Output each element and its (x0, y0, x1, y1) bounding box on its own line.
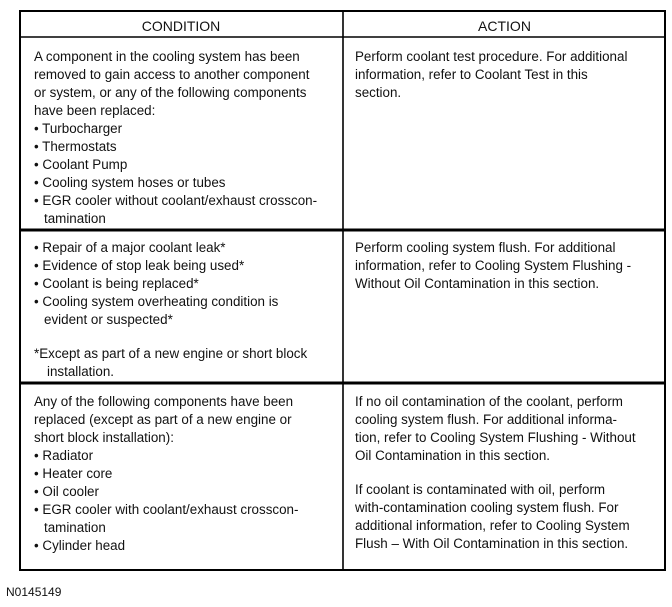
action-line: tion, refer to Cooling System Flushing - Without (355, 430, 636, 445)
list-item-line: • EGR cooler with coolant/exhaust crosscon- (34, 502, 299, 517)
list-item: • Cooling system hoses or tubes (34, 175, 226, 190)
condition-intro-line: short block installation): (34, 430, 174, 445)
condition-intro-line: A component in the cooling system has been (34, 49, 300, 64)
header-condition: CONDITION (141, 18, 221, 34)
list-item: • Evidence of stop leak being used* (34, 258, 245, 273)
list-item-line: • Cooling system overheating condition is (34, 294, 279, 309)
list-item: • Coolant is being replaced* (34, 276, 199, 291)
condition-intro-line: removed to gain access to another component (34, 67, 310, 82)
action-line: additional information, refer to Cooling System (355, 518, 630, 533)
condition-intro-line: have been replaced: (34, 103, 156, 118)
action-line: If coolant is contaminated with oil, perform (355, 482, 606, 497)
condition-intro-line: replaced (except as part of a new engine or (34, 412, 292, 427)
document-id: N0145149 (6, 585, 62, 599)
list-item-line: • EGR cooler without coolant/exhaust crosscon- (34, 193, 318, 208)
action-line: If no oil contamination of the coolant, perform (355, 394, 623, 409)
action-line: Without Oil Contamination in this section. (355, 276, 600, 291)
action-line: information, refer to Cooling System Flushing - (355, 258, 632, 273)
list-item-line: tamination (44, 520, 106, 535)
list-item (34, 501, 339, 537)
list-item: • Radiator (34, 448, 94, 463)
condition-intro-line: or system, or any of the following components (34, 85, 307, 100)
row-1-action (355, 48, 660, 102)
list-item: • Oil cooler (34, 484, 99, 499)
row-2-condition (34, 239, 339, 381)
action-line: information, refer to Coolant Test in this (355, 67, 588, 82)
action-line: Flush – With Oil Contamination in this section. (355, 536, 629, 551)
action-line: with-contamination cooling system flush. For (355, 500, 619, 515)
action-line: Oil Contamination in this section. (355, 448, 551, 463)
condition-intro-line: Any of the following components have been (34, 394, 294, 409)
action-line: cooling system flush. For additional informa- (355, 412, 617, 427)
list-item: • Coolant Pump (34, 157, 128, 172)
footnote-line: *Except as part of a new engine or short block (34, 346, 308, 361)
row-3-action (355, 393, 660, 553)
header-action: ACTION (478, 18, 531, 34)
footnote-line: installation. (47, 364, 114, 379)
list-item: • Cylinder head (34, 538, 126, 553)
list-item-line: tamination (44, 211, 106, 226)
row-1-condition (34, 48, 339, 228)
list-item: • Turbocharger (34, 121, 123, 136)
list-item: • Heater core (34, 466, 113, 481)
action-line: Perform cooling system flush. For additional (355, 240, 616, 255)
list-item (34, 293, 339, 329)
footnote (34, 345, 339, 381)
list-item-line: evident or suspected* (44, 312, 173, 327)
list-item (34, 192, 339, 228)
condition-action-table (19, 10, 666, 571)
action-line: section. (355, 85, 402, 100)
row-3-condition (34, 393, 339, 555)
list-item: • Repair of a major coolant leak* (34, 240, 226, 255)
action-line: Perform coolant test procedure. For additional (355, 49, 628, 64)
row-2-action (355, 239, 660, 293)
list-item: • Thermostats (34, 139, 117, 154)
